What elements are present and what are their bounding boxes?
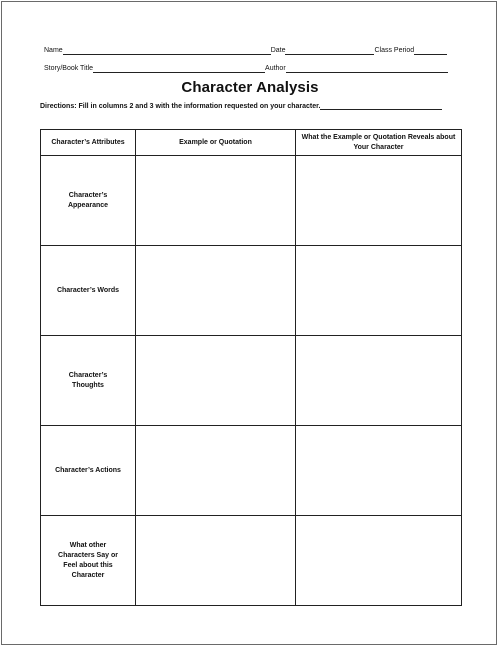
directions-text: Directions: Fill in columns 2 and 3 with the information requested on your character. [40,103,321,110]
attribute-label-appearance: Character’s Appearance [67,191,109,209]
directions [40,102,442,110]
attribute-label-words: Character’s Words [56,286,120,294]
attribute-cell [41,516,136,606]
attribute-cell [41,156,136,246]
character-analysis-table [40,129,462,606]
attribute-label-actions: Character’s Actions [55,466,121,474]
reveals-cell[interactable] [296,156,462,246]
reveals-cell[interactable] [296,516,462,606]
date-label: Date [270,47,286,54]
story-title-label: Story/Book Title [44,65,94,72]
date-field[interactable] [285,47,374,55]
character-name-field[interactable] [320,102,442,110]
example-cell[interactable] [136,246,296,336]
name-field[interactable] [63,47,271,55]
table-row [41,336,462,426]
attribute-cell [41,426,136,516]
example-cell[interactable] [136,156,296,246]
table-row [41,426,462,516]
reveals-cell[interactable] [296,426,462,516]
name-label: Name [44,47,63,54]
table-row [41,156,462,246]
table-row [41,516,462,606]
class-period-label: Class Period [374,47,415,54]
worksheet-page [1,1,497,645]
column-header-attributes: Character’s Attributes [41,130,136,156]
reveals-cell[interactable] [296,246,462,336]
header-row-1 [44,46,447,55]
author-field[interactable] [286,65,448,73]
class-period-field[interactable] [414,47,447,55]
attribute-cell [41,246,136,336]
example-cell[interactable] [136,336,296,426]
attribute-cell [41,336,136,426]
column-header-example: Example or Quotation [136,130,296,156]
story-title-field[interactable] [93,65,265,73]
column-header-reveals: What the Example or Quotation Reveals about Your Character [296,130,462,156]
attribute-label-others: What other Characters Say or Feel about this Character [58,541,118,579]
example-cell[interactable] [136,426,296,516]
page-title: Character Analysis [181,79,319,96]
table-header-row [41,130,462,156]
reveals-cell[interactable] [296,336,462,426]
example-cell[interactable] [136,516,296,606]
header-row-2 [44,64,448,73]
author-label: Author [265,65,286,72]
table-row [41,246,462,336]
attribute-label-thoughts: Character’s Thoughts [68,371,108,389]
